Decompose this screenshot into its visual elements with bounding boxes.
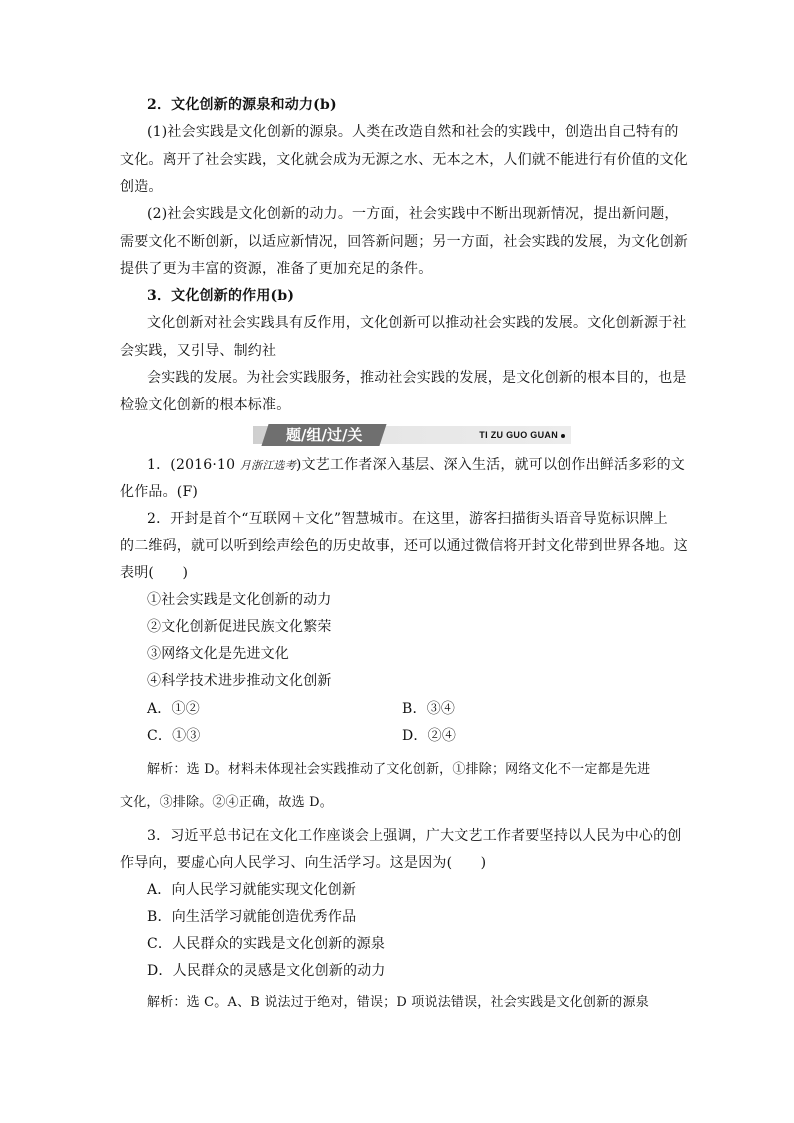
question-1-line-2: 化作品。(F) <box>120 484 199 500</box>
section-2-heading: 2．文化创新的源泉和动力(b) <box>147 97 337 113</box>
question-2-line-2: 的二维码，就可以听到绘声绘色的历史故事，还可以通过微信将开封文化带到世界各地。这 <box>120 538 688 554</box>
question-2-line-1: 2．开封是首个“互联网＋文化”智慧城市。在这里，游客扫描街头语音导览标识牌上 <box>147 511 668 527</box>
question-3-option-a: A．向人民学习就能实现文化创新 <box>147 882 357 898</box>
section-3-heading: 3．文化创新的作用(b) <box>147 288 295 304</box>
section-2-paragraph-2-line-2: 需要文化不断创新，以适应新情况，回答新问题；另一方面，社会实践的发展，为文化创新 <box>120 234 688 250</box>
question-2-item-1: ①社会实践是文化创新的动力 <box>147 592 332 608</box>
banner-english-label: TI ZU GUO GUAN <box>479 426 565 444</box>
question-2-line-3: 表明( ) <box>120 565 189 581</box>
section-2-paragraph-1-line-2: 文化。离开了社会实践，文化就会成为无源之水、无本之木，人们就不能进行有价值的文化 <box>120 152 688 168</box>
section-3-line-4: 检验文化创新的根本标准。 <box>120 397 291 413</box>
exercise-section-banner <box>253 424 571 446</box>
question-1-line-1: 1．(2016·10 月浙江选考)文艺工作者深入基层、深入生活，就可以创作出鲜活多彩的文 <box>147 457 685 473</box>
section-2-paragraph-2-line-3: 提供了更为丰富的资源，准备了更加充足的条件。 <box>120 261 433 277</box>
banner-title: 题/组/过/关 <box>261 424 386 446</box>
question-2-analysis-line-2: 文化，③排除。②④正确，故选 D。 <box>120 795 333 810</box>
bullet-dot-icon <box>561 434 565 438</box>
section-2-paragraph-1-line-3: 创造。 <box>120 179 163 195</box>
section-3-line-2: 会实践，又引导、制约社 <box>120 343 277 359</box>
question-2-option-c: C．①③ <box>147 728 201 744</box>
question-2-analysis-line-1: 解析：选 D。材料未体现社会实践推动了文化创新，①排除；网络文化不一定都是先进 <box>147 762 651 777</box>
question-2-item-4: ④科学技术进步推动文化创新 <box>147 673 332 689</box>
question-3-option-d: D．人民群众的灵感是文化创新的动力 <box>147 963 386 979</box>
question-2-item-3: ③网络文化是先进文化 <box>147 646 289 662</box>
question-2-option-a: A．①② <box>147 701 200 717</box>
question-3-option-b: B．向生活学习就能创造优秀作品 <box>147 909 357 925</box>
section-3-line-3: 会实践的发展。为社会实践服务，推动社会实践的发展，是文化创新的根本目的，也是 <box>147 370 687 386</box>
section-3-line-1: 文化创新对社会实践具有反作用，文化创新可以推动社会实践的发展。文化创新源于社 <box>147 315 687 331</box>
section-2-paragraph-1-line-1: (1)社会实践是文化创新的源泉。人类在改造自然和社会的实践中，创造出自己特有的 <box>147 124 679 140</box>
question-3-line-2: 作导向，要虚心向人民学习、向生活学习。这是因为( ) <box>120 855 487 871</box>
question-2-option-b: B．③④ <box>402 701 456 717</box>
question-2-option-d: D．②④ <box>402 728 457 744</box>
question-2-item-2: ②文化创新促进民族文化繁荣 <box>147 619 332 635</box>
question-1-source: 月浙江选考 <box>239 459 296 472</box>
question-3-analysis-line-1: 解析：选 C。A、B 说法过于绝对，错误；D 项说法错误，社会实践是文化创新的源泉 <box>147 995 649 1010</box>
section-2-paragraph-2-line-1: (2)社会实践是文化创新的动力。一方面，社会实践中不断出现新情况，提出新问题， <box>147 206 679 222</box>
question-3-option-c: C．人民群众的实践是文化创新的源泉 <box>147 936 386 952</box>
question-3-line-1: 3．习近平总书记在文化工作座谈会上强调，广大文艺工作者要坚持以人民为中心的创 <box>147 828 682 844</box>
